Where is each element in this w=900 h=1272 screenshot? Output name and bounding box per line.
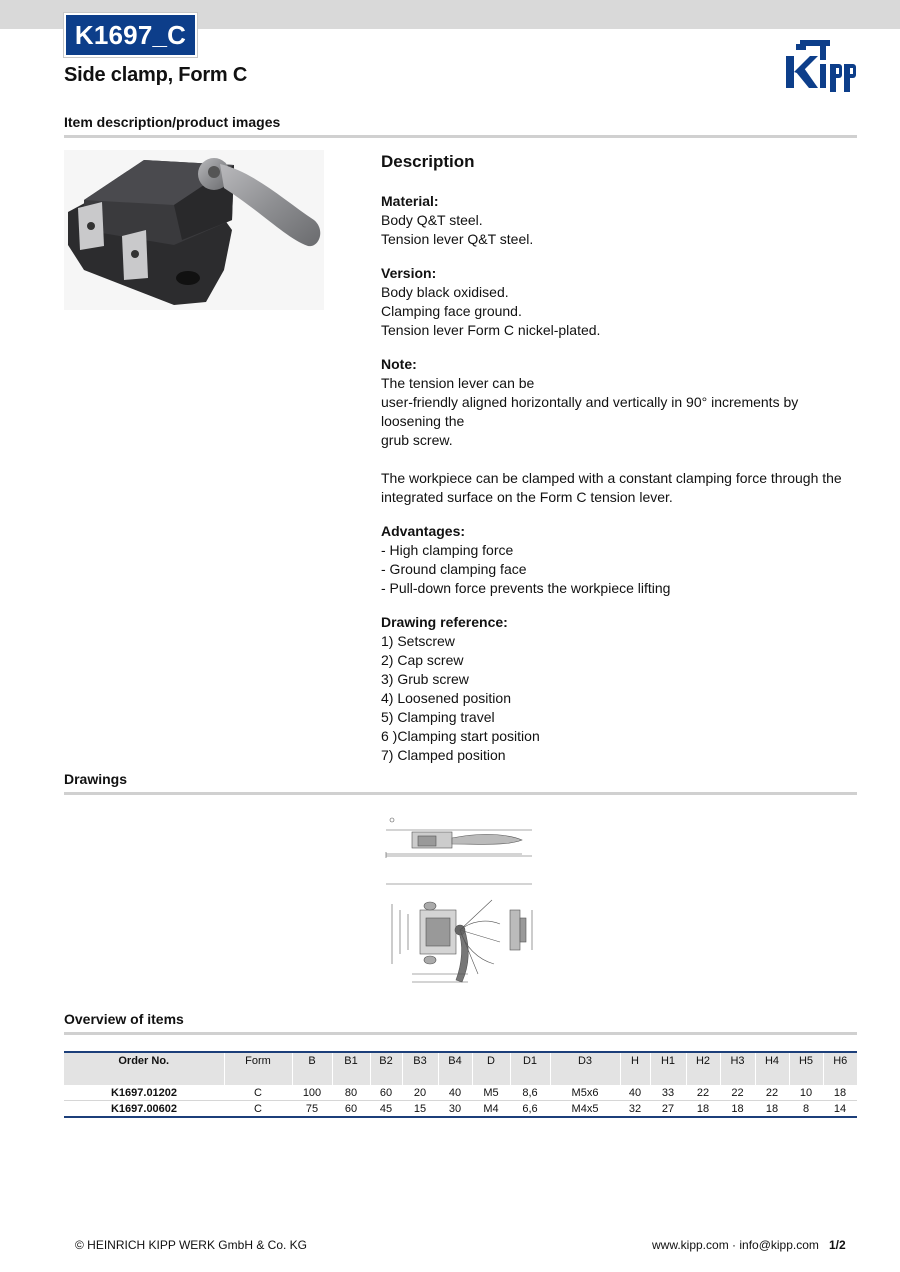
note-line: The workpiece can be clamped with a constant clamping force through the xyxy=(381,470,842,486)
section-divider xyxy=(64,792,857,795)
table-cell: 20 xyxy=(402,1085,438,1101)
column-header: D xyxy=(472,1052,510,1085)
column-header: B3 xyxy=(402,1052,438,1085)
version-label: Version: xyxy=(381,265,437,281)
note-line: user-friendly aligned horizontally and vertically in 90° increments by loosening the xyxy=(381,394,799,429)
table-cell: 100 xyxy=(292,1085,332,1101)
table-cell: 27 xyxy=(650,1101,686,1118)
drawing-reference-item: 1) Setscrew xyxy=(381,633,455,649)
technical-drawing xyxy=(382,814,540,990)
table-cell: 8,6 xyxy=(510,1085,550,1101)
order-number-cell: K1697.01202 xyxy=(64,1085,224,1101)
column-header: D3 xyxy=(550,1052,620,1085)
table-cell: 14 xyxy=(823,1101,857,1118)
drawing-reference-item: 5) Clamping travel xyxy=(381,709,495,725)
table-row xyxy=(64,1085,857,1101)
table-cell: M4 xyxy=(472,1101,510,1118)
order-number-cell: K1697.00602 xyxy=(64,1101,224,1118)
table-cell: 40 xyxy=(620,1085,650,1101)
version-block xyxy=(381,264,851,340)
table-cell: 60 xyxy=(370,1085,402,1101)
table-cell: M5x6 xyxy=(550,1085,620,1101)
note-label: Note: xyxy=(381,356,417,372)
note-line: grub screw. xyxy=(381,432,453,448)
table-header-row xyxy=(64,1052,857,1085)
section-divider xyxy=(64,1032,857,1035)
note-line: integrated surface on the Form C tension lever. xyxy=(381,489,673,505)
table-cell: 80 xyxy=(332,1085,370,1101)
description-heading: Description xyxy=(381,152,475,171)
advantages-label: Advantages: xyxy=(381,523,466,539)
version-line: Body black oxidised. xyxy=(381,284,509,300)
table-cell: 6,6 xyxy=(510,1101,550,1118)
material-label: Material: xyxy=(381,193,439,209)
column-header: H5 xyxy=(789,1052,823,1085)
table-cell: 22 xyxy=(720,1085,755,1101)
note-spacer xyxy=(381,450,851,469)
table-cell: C xyxy=(224,1085,292,1101)
footer-contact[interactable]: www.kipp.com · info@kipp.com xyxy=(652,1238,819,1252)
column-header: B1 xyxy=(332,1052,370,1085)
version-line: Clamping face ground. xyxy=(381,303,522,319)
column-header: H3 xyxy=(720,1052,755,1085)
table-cell: M5 xyxy=(472,1085,510,1101)
table-cell: 18 xyxy=(755,1101,789,1118)
column-header: H4 xyxy=(755,1052,789,1085)
column-header: Form xyxy=(224,1052,292,1085)
column-header: Order No. xyxy=(64,1052,224,1085)
table-row xyxy=(64,1101,857,1118)
table-cell: 18 xyxy=(686,1101,720,1118)
column-header: H1 xyxy=(650,1052,686,1085)
section-divider xyxy=(64,135,857,138)
column-header: B4 xyxy=(438,1052,472,1085)
table-cell: 8 xyxy=(789,1101,823,1118)
column-header: H2 xyxy=(686,1052,720,1085)
page-title: Side clamp, Form C xyxy=(64,64,248,86)
table-cell: 40 xyxy=(438,1085,472,1101)
table-cell: C xyxy=(224,1101,292,1118)
table-cell: 30 xyxy=(438,1101,472,1118)
advantages-block xyxy=(381,522,851,598)
table-cell: 32 xyxy=(620,1101,650,1118)
drawing-reference-block xyxy=(381,613,851,765)
table-cell: 45 xyxy=(370,1101,402,1118)
drawing-reference-item: 4) Loosened position xyxy=(381,690,511,706)
footer-copyright: © HEINRICH KIPP WERK GmbH & Co. KG xyxy=(75,1238,307,1252)
table-cell: 33 xyxy=(650,1085,686,1101)
advantage-item: - Ground clamping face xyxy=(381,561,527,577)
note-block xyxy=(381,355,851,507)
table-cell: M4x5 xyxy=(550,1101,620,1118)
table-cell: 18 xyxy=(823,1085,857,1101)
drawing-reference-label: Drawing reference: xyxy=(381,614,508,630)
drawing-reference-item: 3) Grub screw xyxy=(381,671,469,687)
column-header: H6 xyxy=(823,1052,857,1085)
table-cell: 22 xyxy=(686,1085,720,1101)
product-photo xyxy=(64,150,324,310)
table-cell: 22 xyxy=(755,1085,789,1101)
drawing-reference-item: 7) Clamped position xyxy=(381,747,506,763)
material-line: Tension lever Q&T steel. xyxy=(381,231,534,247)
column-header: H xyxy=(620,1052,650,1085)
table-cell: 18 xyxy=(720,1101,755,1118)
table-cell: 60 xyxy=(332,1101,370,1118)
drawing-reference-item: 6 )Clamping start position xyxy=(381,728,540,744)
material-block xyxy=(381,192,851,249)
column-header: D1 xyxy=(510,1052,550,1085)
advantage-item: - High clamping force xyxy=(381,542,514,558)
drawing-reference-item: 2) Cap screw xyxy=(381,652,464,668)
table-cell: 15 xyxy=(402,1101,438,1118)
section-heading-drawings: Drawings xyxy=(64,771,128,787)
items-table xyxy=(64,1051,857,1118)
section-heading-overview: Overview of items xyxy=(64,1011,184,1027)
page-number: 1/2 xyxy=(829,1238,846,1252)
table-cell: 10 xyxy=(789,1085,823,1101)
kipp-logo xyxy=(782,36,860,94)
note-line: The tension lever can be xyxy=(381,375,535,391)
material-line: Body Q&T steel. xyxy=(381,212,483,228)
advantage-item: - Pull-down force prevents the workpiece lifting xyxy=(381,580,671,596)
column-header: B2 xyxy=(370,1052,402,1085)
section-heading-images: Item description/product images xyxy=(64,114,281,130)
product-code-badge: K1697_C xyxy=(64,13,197,57)
table-cell: 75 xyxy=(292,1101,332,1118)
column-header: B xyxy=(292,1052,332,1085)
description-block xyxy=(381,152,851,780)
version-line: Tension lever Form C nickel-plated. xyxy=(381,322,601,338)
